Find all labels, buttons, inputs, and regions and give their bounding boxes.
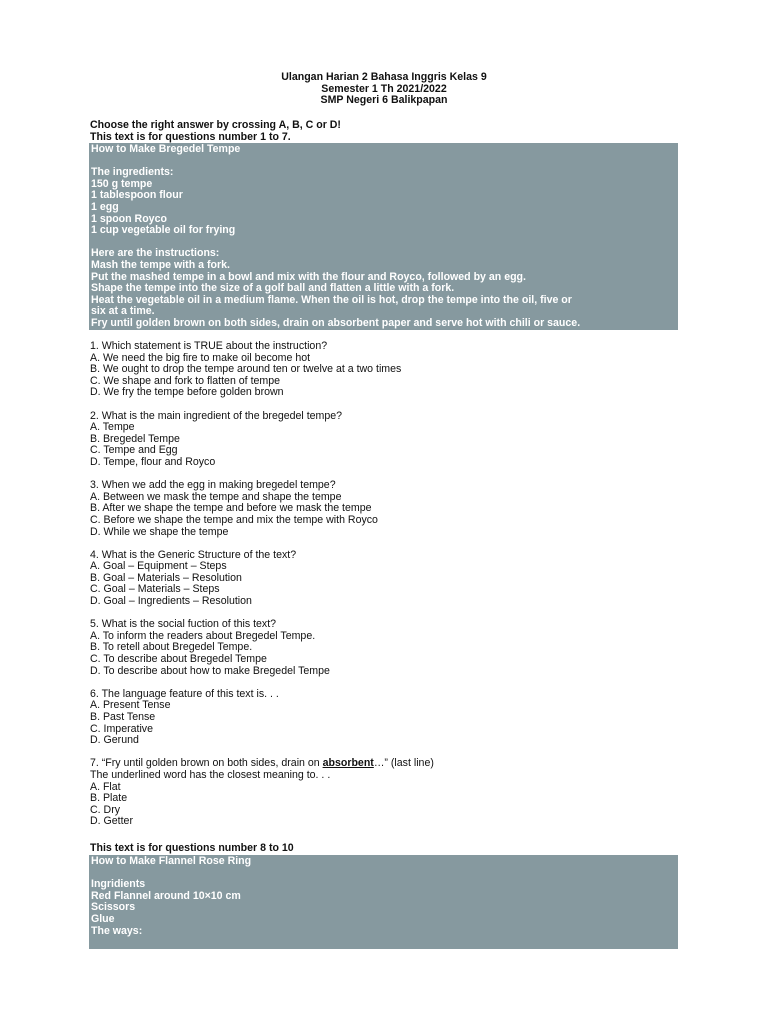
instruction-step: Shape the tempe into the size of a golf ball and flatten a little with a fork. — [91, 282, 455, 295]
question-4 — [90, 550, 680, 608]
option-a: A. Flat — [90, 780, 121, 793]
question-3 — [90, 480, 680, 538]
ingredient-item: 1 egg — [91, 200, 119, 213]
question-text: 5. What is the social fuction of this text? — [90, 618, 277, 631]
option-b: B. Plate — [90, 792, 128, 805]
ingredients-heading: Ingridients — [91, 878, 146, 891]
text-2-title: How to Make Flannel Rose Ring — [91, 855, 252, 867]
option-c: C. We shape and fork to flatten of tempe — [90, 374, 281, 387]
ingredient-item: Scissors — [91, 901, 136, 914]
option-a: A. Between we mask the tempe and shape the tempe — [90, 490, 342, 503]
question-text: 4. What is the Generic Structure of the text? — [90, 548, 297, 561]
option-a: A. Tempe — [90, 421, 135, 434]
option-b: B. After we shape the tempe and before we mask the tempe — [90, 502, 372, 515]
header-line-2: Semester 1 Th 2021/2022 — [321, 82, 447, 95]
ingredient-item: Glue — [91, 912, 115, 925]
option-b: B. Goal – Materials – Resolution — [90, 571, 242, 584]
option-d: D. Gerund — [90, 734, 139, 747]
option-c: C. Before we shape the tempe and mix the tempe with Royco — [90, 513, 378, 526]
option-d: D. Getter — [90, 815, 133, 828]
question-5 — [90, 619, 680, 677]
ingredient-item: 150 g tempe — [91, 177, 153, 190]
option-c: C. Dry — [90, 803, 121, 816]
option-b: B. Bregedel Tempe — [90, 432, 180, 445]
question-text: 3. When we add the egg in making bregedel tempe? — [90, 479, 336, 492]
question-text: 1. Which statement is TRUE about the instruction? — [90, 340, 328, 352]
option-c: C. To describe about Bregedel Tempe — [90, 653, 267, 666]
ingredient-item: 1 spoon Royco — [91, 212, 167, 225]
option-d: D. To describe about how to make Bregedel Tempe — [90, 664, 330, 677]
question-text: 2. What is the main ingredient of the bregedel tempe? — [90, 409, 343, 422]
exam-header — [0, 72, 768, 107]
option-c: C. Tempe and Egg — [90, 444, 178, 457]
option-a: A. Present Tense — [90, 699, 171, 712]
option-c: C. Goal – Materials – Steps — [90, 583, 220, 596]
text-box-bregedel — [89, 143, 678, 330]
questions-list — [90, 341, 680, 840]
ways-heading: The ways: — [91, 924, 143, 937]
option-d: D. Tempe, flour and Royco — [90, 455, 216, 468]
section-1-label: This text is for questions number 1 to 7. — [90, 130, 291, 143]
option-b: B. To retell about Bregedel Tempe. — [90, 641, 253, 654]
ingredient-item: 1 tablespoon flour — [91, 189, 183, 202]
underlined-word: absorbent — [322, 757, 374, 770]
q7-suffix: …” (last line) — [373, 757, 434, 770]
question-6 — [90, 689, 680, 747]
question-2 — [90, 411, 680, 469]
answer-instruction: Choose the right answer by crossing A, B, C or D! — [90, 119, 341, 131]
option-a: A. Goal – Equipment – Steps — [90, 560, 227, 573]
text-box-flannel — [89, 855, 678, 949]
q7-prefix: 7. “Fry until golden brown on both sides, drain on — [90, 757, 323, 770]
header-line-3: SMP Negeri 6 Balikpapan — [320, 94, 448, 107]
instruction-step: Put the mashed tempe in a bowl and mix with the flour and Royco, followed by an egg. — [91, 270, 526, 283]
header-line-1: Ulangan Harian 2 Bahasa Inggris Kelas 9 — [281, 71, 487, 83]
section-2-label: This text is for questions number 8 to 10 — [90, 842, 294, 854]
instruction-step: Mash the tempe with a fork. — [91, 258, 230, 271]
question-1 — [90, 341, 680, 399]
option-a: A. We need the big fire to make oil become hot — [90, 351, 311, 364]
instruction-step: Fry until golden brown on both sides, drain on absorbent paper and serve hot with chili or sauce. — [91, 316, 581, 329]
instruction-step: Heat the vegetable oil in a medium flame. When the oil is hot, drop the tempe into the oil, five or — [91, 293, 572, 306]
instruction-step: six at a time. — [91, 305, 155, 318]
option-a: A. To inform the readers about Bregedel Tempe. — [90, 629, 316, 642]
question-7 — [90, 758, 680, 828]
option-b: B. Past Tense — [90, 711, 156, 723]
option-d: D. While we shape the tempe — [90, 525, 229, 538]
instructions-block — [90, 120, 680, 143]
ingredient-item: Red Flannel around 10×10 cm — [91, 889, 241, 902]
question-subtext: The underlined word has the closest meaning to. . . — [90, 768, 331, 781]
option-c: C. Imperative — [90, 722, 153, 735]
option-b: B. We ought to drop the tempe around ten or twelve at a two times — [90, 363, 402, 376]
instructions-heading: Here are the instructions: — [91, 247, 220, 260]
option-d: D. We fry the tempe before golden brown — [90, 386, 284, 399]
question-text: 6. The language feature of this text is. . . — [90, 687, 279, 700]
ingredient-item: 1 cup vegetable oil for frying — [91, 224, 236, 237]
text-1-title: How to Make Bregedel Tempe — [91, 143, 241, 155]
ingredients-heading: The ingredients: — [91, 166, 174, 179]
option-d: D. Goal – Ingredients – Resolution — [90, 595, 252, 608]
